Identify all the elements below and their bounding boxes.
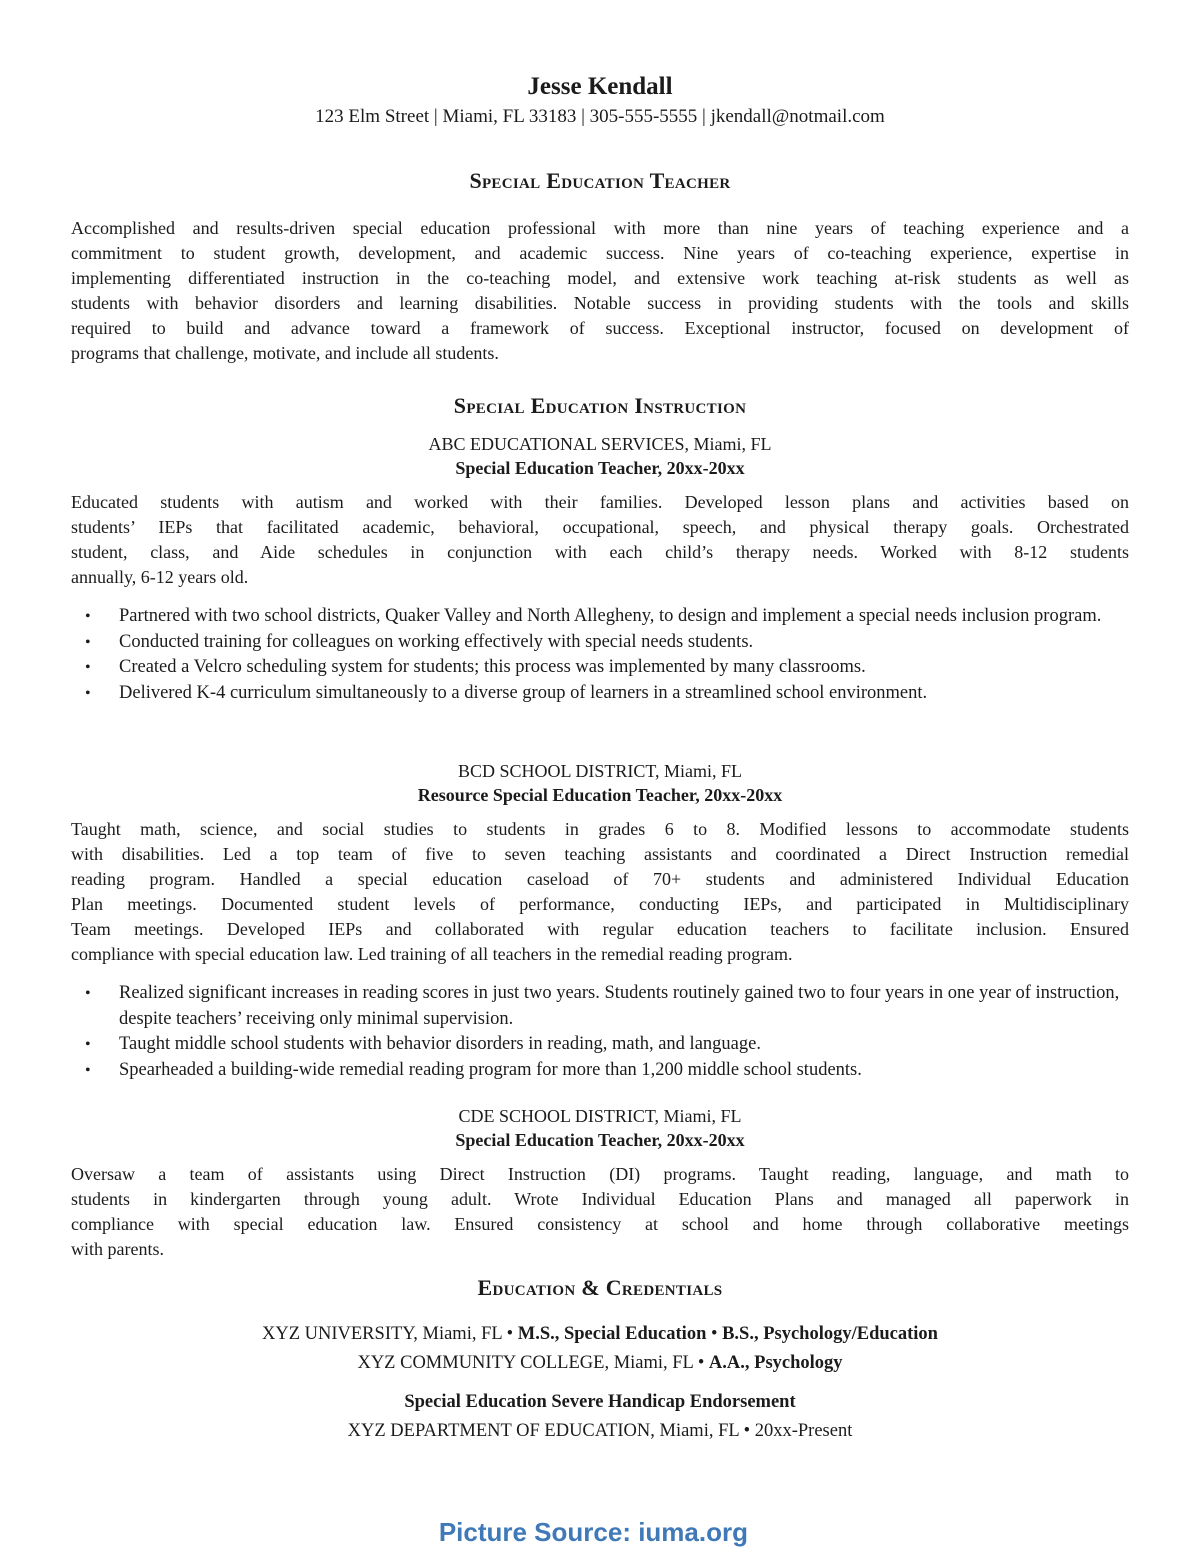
bullet-text: Taught middle school students with behavior disorders in reading, math, and language. xyxy=(119,1034,761,1054)
job-bullet-list xyxy=(71,604,1129,706)
summary-paragraph xyxy=(71,216,1129,366)
description-line: with disabilities. Led a top team of five to seven teaching assistants and coordinated a Direct Instruction remedial xyxy=(71,844,1129,864)
job-description xyxy=(71,817,1129,967)
bullet-icon: • xyxy=(85,1061,91,1079)
description-line: student, class, and Aide schedules in conjunction with each child’s therapy needs. Worked with 8-12 students xyxy=(71,542,1129,562)
bullet-icon: • xyxy=(85,608,91,625)
endorsement-name: Special Education Severe Handicap Endorsement xyxy=(404,1392,796,1412)
summary-line: programs that challenge, motivate, and include all students. xyxy=(71,343,499,363)
job-company: CDE SCHOOL DISTRICT, Miami, FL xyxy=(458,1106,742,1126)
summary-line: implementing differentiated instruction in the co-teaching model, and extensive work teaching at-risk students as well as xyxy=(71,268,1129,288)
separator: • xyxy=(710,1324,718,1344)
education-line-college xyxy=(0,1349,1200,1378)
job-company: BCD SCHOOL DISTRICT, Miami, FL xyxy=(457,761,743,781)
description-line: Taught math, science, and social studies to students in grades 6 to 8. Modified lessons to accommodate students xyxy=(71,819,1129,839)
bullet-icon: • xyxy=(85,1036,91,1053)
separator: • xyxy=(697,1353,705,1373)
summary-line: Accomplished and results-driven special education professional with more than nine years of teaching experience and a xyxy=(71,218,1129,238)
education-heading: Education & Credentials xyxy=(477,1275,723,1300)
bullet-text: Spearheaded a building-wide remedial reading program for more than 1,200 middle school students. xyxy=(119,1059,862,1080)
bullet-icon: • xyxy=(85,659,91,676)
description-line: compliance with special education law. Led training of all teachers in the remedial reading program. xyxy=(71,944,793,964)
summary-line: students with behavior disorders and learning disabilities. Notable success in providing students with the tools and skills xyxy=(71,293,1129,313)
degree: M.S., Special Education xyxy=(517,1324,707,1344)
endorsement-dates: 20xx-Present xyxy=(754,1421,853,1441)
job-description xyxy=(71,490,1129,590)
bullet-text: Created a Velcro scheduling system for students; this process was implemented by many classrooms. xyxy=(119,657,866,677)
separator: • xyxy=(743,1421,751,1441)
experience-heading: Special Education Instruction xyxy=(453,393,747,418)
degree: B.S., Psychology/Education xyxy=(722,1324,938,1344)
summary-line: required to build and advance toward a framework of success. Exceptional instructor, focused on development of xyxy=(71,318,1129,338)
job-bullet-list xyxy=(71,981,1129,1083)
summary-line: commitment to student growth, development, and academic success. Nine years of co-teaching experience, expertise in xyxy=(71,243,1129,263)
list-item xyxy=(71,981,1129,1032)
description-line: reading program. Handled a special education caseload of 70+ students and administered Individual Education xyxy=(71,869,1129,889)
job-company: ABC EDUCATIONAL SERVICES, Miami, FL xyxy=(428,434,772,454)
contact-line: 123 Elm Street | Miami, FL 33183 | 305-555-5555 | jkendall@notmail.com xyxy=(315,106,885,127)
degree: A.A., Psychology xyxy=(708,1353,843,1373)
school-name: XYZ UNIVERSITY, Miami, FL xyxy=(262,1324,502,1344)
bullet-text: Delivered K-4 curriculum simultaneously to a diverse group of learners in a streamlined school environment. xyxy=(119,682,928,703)
bullet-text: Realized significant increases in reading scores in just two years. Students routinely gained two to four years in one year of instruction, despite teachers’ receiving only minimal supervision. xyxy=(119,983,1120,1029)
description-line: annually, 6-12 years old. xyxy=(71,567,249,587)
list-item xyxy=(71,1058,1129,1084)
endorsement-line xyxy=(0,1417,1200,1446)
resume-title: Special Education Teacher xyxy=(469,168,731,193)
job-role: Special Education Teacher, 20xx-20xx xyxy=(455,1130,745,1150)
candidate-name: Jesse Kendall xyxy=(527,73,673,100)
description-line: Educated students with autism and worked with their families. Developed lesson plans and activities based on xyxy=(71,492,1129,512)
job-role: Special Education Teacher, 20xx-20xx xyxy=(455,458,745,478)
list-item xyxy=(71,681,1129,707)
bullet-text: Conducted training for colleagues on working effectively with special needs students. xyxy=(119,631,754,652)
description-line: Team meetings. Developed IEPs and collaborated with regular education teachers to facilitate inclusion. Ensured xyxy=(71,919,1129,939)
job-description xyxy=(71,1162,1129,1262)
endorsement-title xyxy=(0,1388,1200,1417)
bullet-text: Partnered with two school districts, Quaker Valley and North Allegheny, to design and implement a special needs inclusion program. xyxy=(119,606,1102,626)
endorsement-org: XYZ DEPARTMENT OF EDUCATION, Miami, FL xyxy=(347,1421,739,1441)
description-line: Oversaw a team of assistants using Direct Instruction (DI) programs. Taught reading, language, and math to xyxy=(71,1164,1129,1184)
description-line: Plan meetings. Documented student levels of performance, conducting IEPs, and participated in Multidisciplinary xyxy=(71,894,1129,914)
separator: • xyxy=(506,1324,514,1344)
bullet-icon: • xyxy=(85,684,91,702)
education-line-university xyxy=(0,1320,1200,1349)
list-item xyxy=(71,655,1129,681)
bullet-icon: • xyxy=(85,633,91,651)
list-item xyxy=(71,604,1129,630)
bullet-icon: • xyxy=(85,985,91,1002)
description-line: compliance with special education law. Ensured consistency at school and home through collaborative meetings xyxy=(71,1214,1129,1234)
description-line: students’ IEPs that facilitated academic, behavioral, occupational, speech, and physical therapy goals. Orchestrated xyxy=(71,517,1129,537)
description-line: with parents. xyxy=(71,1239,164,1259)
list-item xyxy=(71,1032,1129,1058)
job-role: Resource Special Education Teacher, 20xx-20xx xyxy=(417,785,783,805)
picture-source-watermark: Picture Source: iuma.org xyxy=(438,1517,748,1547)
description-line: students in kindergarten through young adult. Wrote Individual Education Plans and managed all paperwork in xyxy=(71,1189,1129,1209)
school-name: XYZ COMMUNITY COLLEGE, Miami, FL xyxy=(357,1353,694,1373)
list-item xyxy=(71,630,1129,656)
